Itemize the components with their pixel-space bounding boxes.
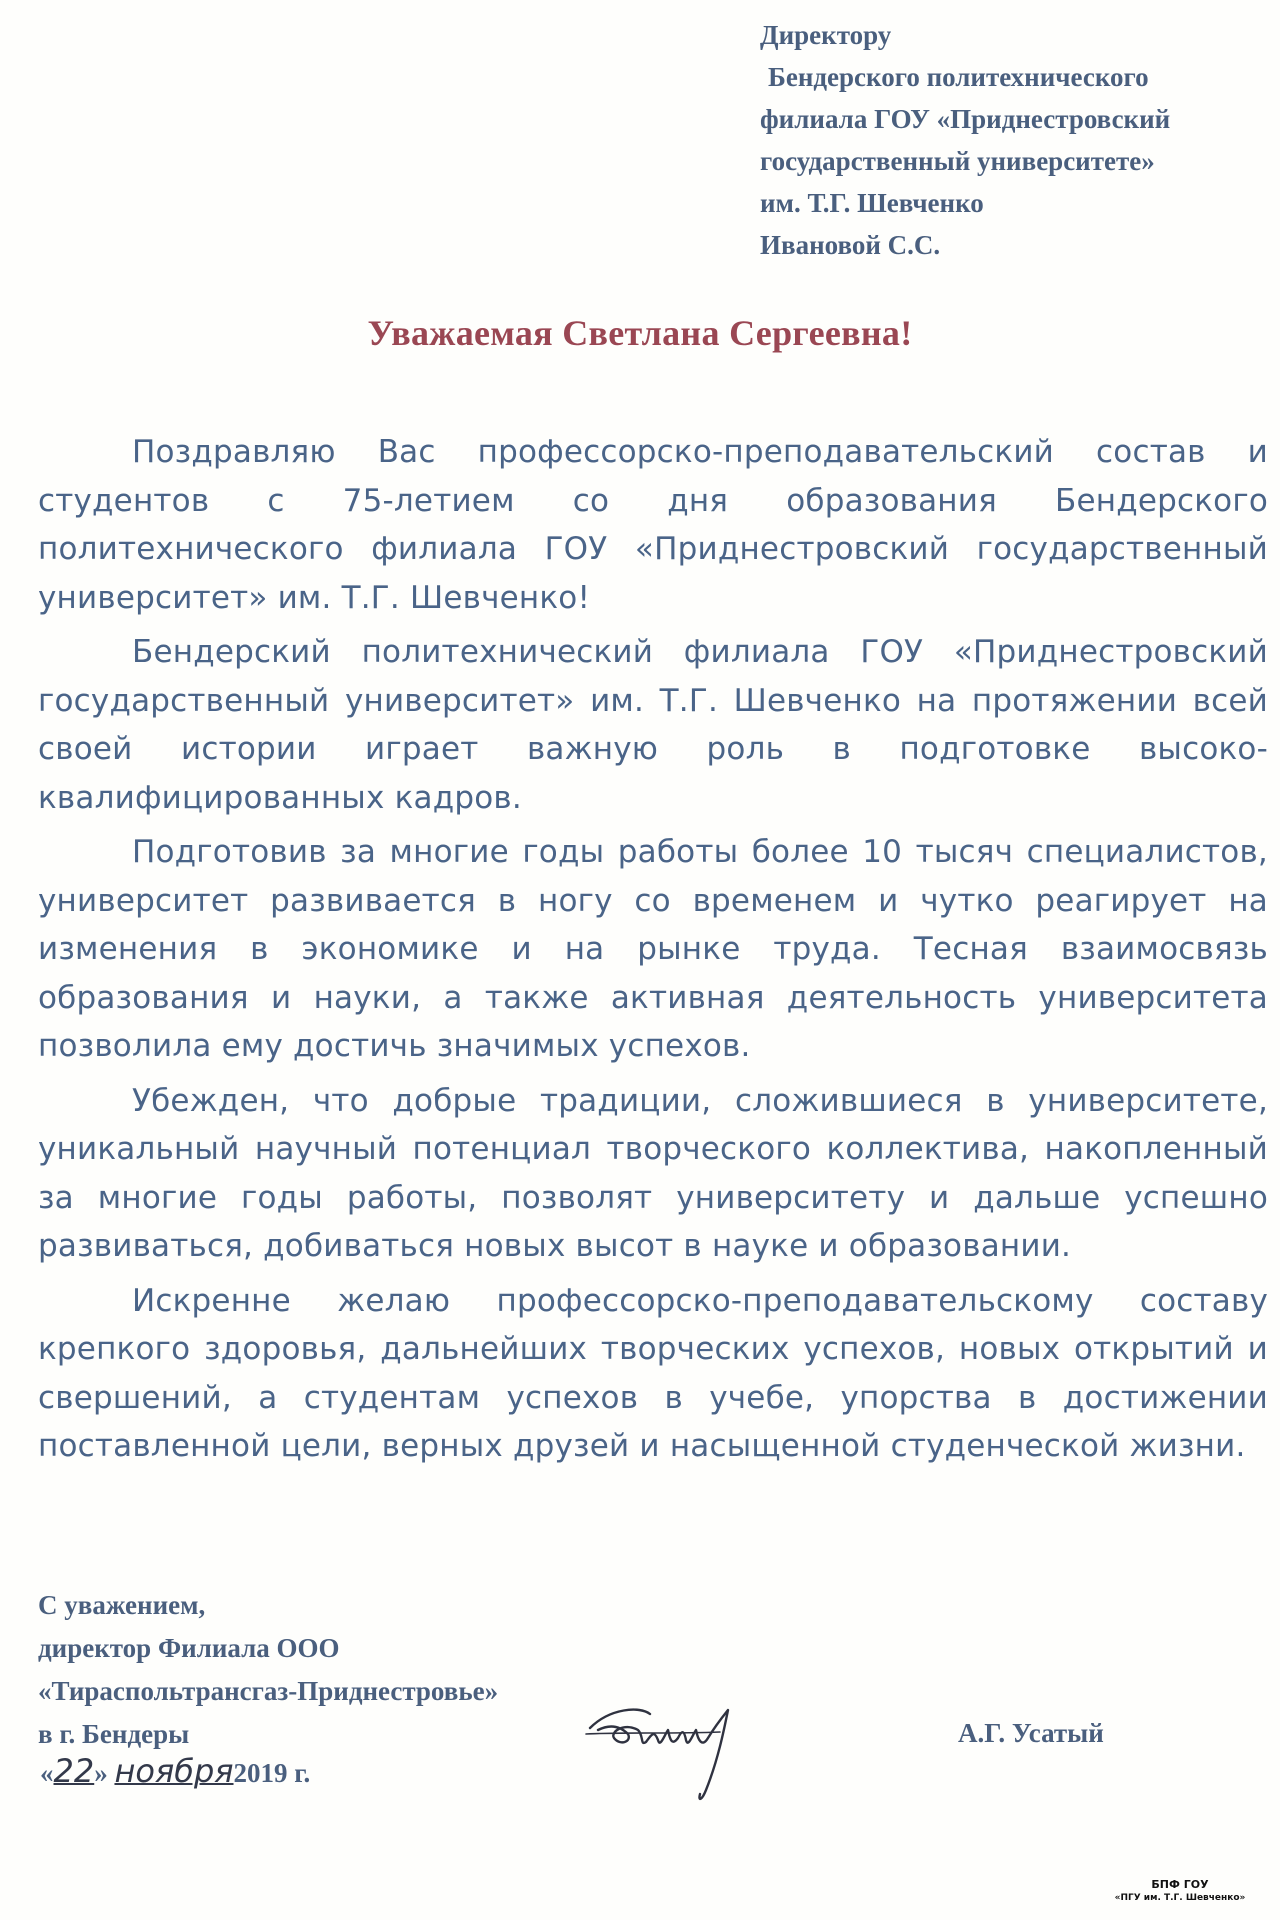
date-year: 2019 г. <box>233 1758 311 1788</box>
addressee-line: Директору <box>760 20 892 50</box>
signer-name: А.Г. Усатый <box>958 1718 1104 1748</box>
addressee-line: им. Т.Г. Шевченко <box>760 188 984 218</box>
body-paragraph: Искренне желаю профессорско-преподавательскому составу крепкого здоровья, дальнейших творческих успехов, новых открытий и свершений, а студентам успехов в учебе, упорства в достижении поставленной цели, верных друзей и насыщенной студенческой жизни. <box>38 1282 1268 1464</box>
greeting-heading: Уважаемая Светлана Сергеевна! <box>367 313 913 353</box>
corner-note <box>1090 1878 1270 1904</box>
addressee-line: Бендерского политехнического <box>768 62 1149 92</box>
body-paragraph: Подготовив за многие годы работы более 10 тысяч специалистов, университет развивается в ногу со временем и чутко реагирует на изменения в экономике и на рынке труда. Тесная взаимосвязь образования и науки, а также активная деятельность университета позволила ему достичь значимых успехов. <box>38 834 1268 1064</box>
closing-line: директор Филиала ООО <box>38 1633 340 1663</box>
addressee-line: Ивановой С.С. <box>760 230 941 260</box>
body-paragraph: Поздравляю Вас профессорско-преподавательский состав и студентов с 75-летием со дня образования Бендерского политехнического филиала ГОУ «Приднестровский государственный университет» им. Т.Г. Шевченко! <box>38 434 1268 616</box>
letter-body <box>38 428 1268 1477</box>
date-day: 22 <box>53 1752 95 1790</box>
body-paragraph: Убежден, что добрые традиции, сложившиеся в университете, уникальный научный потенциал творческого коллектива, накопленный за многие годы работы, позволят университету и дальше успешно развиваться, добиваться новых высот в науке и образовании. <box>38 1082 1268 1264</box>
closing-line: «Тираспольтрансгаз-Приднестровье» <box>38 1676 499 1706</box>
closing-line: в г. Бендеры <box>38 1719 190 1749</box>
body-paragraph: Бендерский политехнический филиала ГОУ «Приднестровский государственный университет» им. Т.Г. Шевченко на протяжении всей своей истории играет важную роль в подготовке высоко-квалифицированных кадров. <box>38 634 1268 816</box>
corner-note-line: «ПГУ им. Т.Г. Шевченко» <box>1114 1893 1246 1903</box>
date-open-quote: « <box>40 1758 54 1788</box>
date-month: ноября <box>114 1752 234 1790</box>
corner-note-line: БПФ ГОУ <box>1151 1878 1209 1891</box>
addressee-line: государственный университете» <box>760 146 1155 176</box>
date-close-quote: » <box>94 1758 108 1788</box>
addressee-line: филиала ГОУ «Приднестровский <box>760 104 1171 134</box>
letter-date <box>40 1752 310 1790</box>
closing-line: С уважением, <box>38 1590 206 1620</box>
addressee-block <box>760 14 1260 266</box>
handwritten-signature <box>580 1690 790 1810</box>
